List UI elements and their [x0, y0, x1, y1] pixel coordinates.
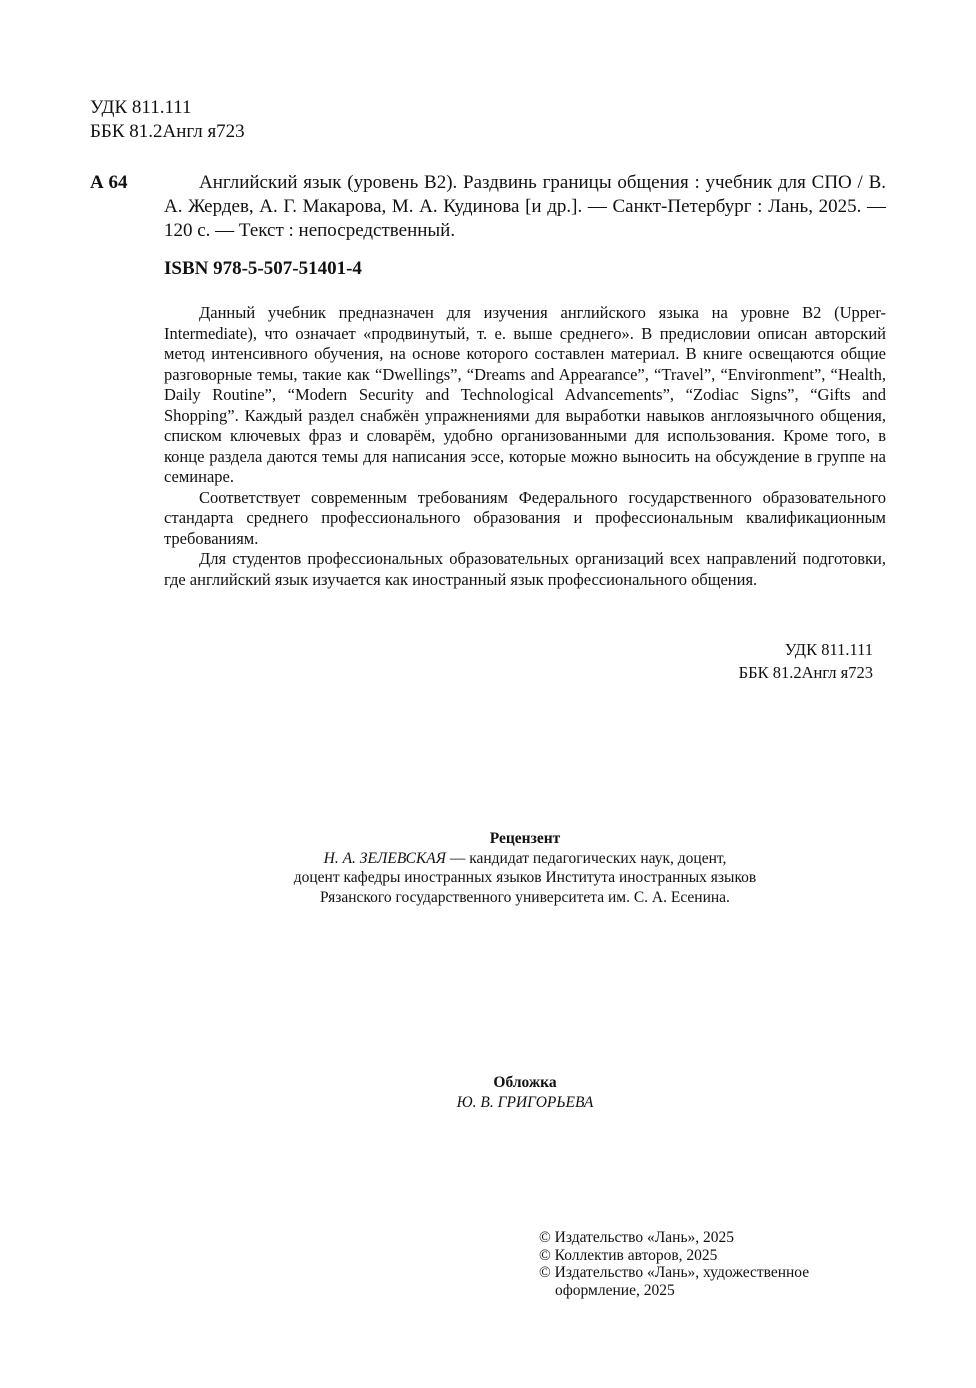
bbk-code: ББК 81.2Англ я723	[90, 121, 245, 142]
annotation-paragraph: Соответствует современным требованиям Федерального государственного образовательного стандарта среднего профессионального образования и профессиональным квалификационным требованиям.	[164, 487, 886, 548]
bbk-code: ББК 81.2Англ я723	[738, 663, 873, 682]
copyright-line: © Издательство «Лань», художественное	[539, 1264, 810, 1281]
reviewer-title: — кандидат педагогических наук, доцент,	[445, 849, 727, 867]
cover-block	[200, 1073, 850, 1112]
reviewer-heading: Рецензент	[489, 830, 561, 847]
copyright-line: © Издательство «Лань», 2025	[539, 1229, 735, 1246]
reviewer-block	[200, 829, 850, 907]
reviewer-line-3: Рязанского государственного университета им. С. А. Есенина.	[320, 888, 730, 906]
annotation	[164, 303, 886, 590]
isbn: ISBN 978-5-507-51401-4	[164, 258, 362, 279]
classification-block-bottom	[739, 638, 873, 684]
reviewer-line-1	[200, 849, 850, 869]
reviewer-name: Н. А. ЗЕЛЕВСКАЯ	[323, 849, 446, 867]
author-mark: А 64	[90, 172, 128, 193]
copyright-block	[539, 1229, 809, 1299]
copyright-line: © Коллектив авторов, 2025	[539, 1246, 718, 1264]
bibliographic-record: Английский язык (уровень B2). Раздвинь границы общения : учебник для СПО / В. А. Жердев, А. Г. Макарова, М. А. Кудинова [и др.]. — Санкт-Петербург : Лань, 2025. — 120 с. — Текст : непосредственный.	[164, 172, 886, 241]
reviewer-line-2: доцент кафедры иностранных языков Института иностранных языков	[293, 869, 757, 886]
cover-heading: Обложка	[493, 1074, 557, 1091]
annotation-paragraph: Данный учебник предназначен для изучения английского языка на уровне B2 (Upper-Intermediate), что означает «продвинутый, т. е. выше среднего». В предисловии описан авторский метод интенсивного обучения, на основе которого составлен материал. В книге освещаются общие разговорные темы, такие как “Dwellings”, “Dreams and Appearance”, “Travel”, “Environment”, “Health, Daily Routine”, “Modern Security and Technological Advancements”, “Zodiac Signs”, “Gifts and Shopping”. Каждый раздел снабжён упражнениями для выработки навыков англоязычного общения, списком ключевых фраз и словарём, удобно организованными для использования. Кроме того, в конце раздела даются темы для написания эссе, которые можно выносить на обсуждение в группе на семинаре.	[164, 303, 886, 486]
classification-block-top	[90, 96, 245, 144]
cover-designer-name: Ю. В. ГРИГОРЬЕВА	[456, 1093, 594, 1111]
udk-code: УДК 811.111	[784, 640, 873, 659]
udk-code: УДК 811.111	[90, 97, 192, 118]
copyright-line: оформление, 2025	[555, 1281, 675, 1299]
annotation-paragraph: Для студентов профессиональных образовательных организаций всех направлений подготовки, где английский язык изучается как иностранный язык профессионального общения.	[164, 549, 886, 589]
